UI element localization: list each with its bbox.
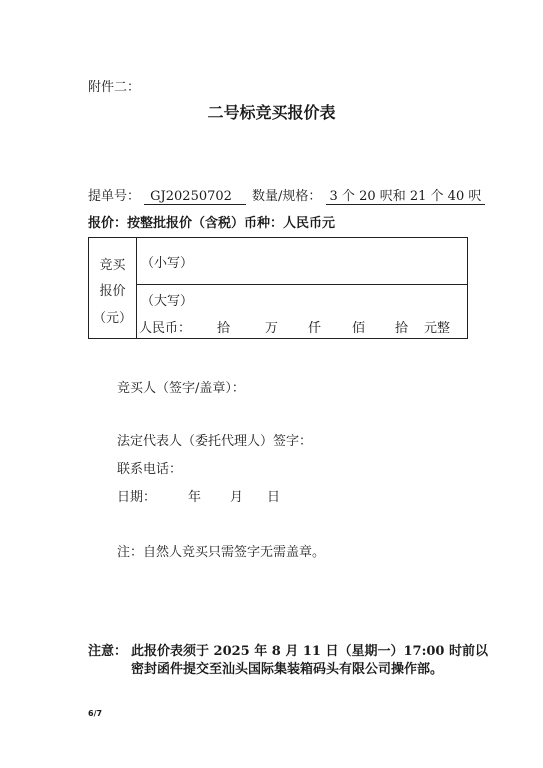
rmb-unit-bai: 佰 [352,321,366,336]
footer-note-prefix: 注意： [88,644,128,659]
footer-note-line-2: 密封函件提交至汕头国际集装箱码头有限公司操作部。 [131,662,444,677]
attachment-label: 附件二： [88,80,141,95]
date-month-label: 月 [230,490,244,505]
document-title: 二号标竞买报价表 [207,103,336,122]
date-label: 日期： [117,490,157,505]
bidder-signature-label: 竞买人（签字/盖章）： [117,381,245,396]
footer-note-line-1: 此报价表须于 2025 年 8 月 11 日（星期一）17:00 时前以 [131,644,488,659]
quantity-spec-value: 3 个 20 呎和 21 个 40 呎 [326,185,486,205]
uppercase-amount-label: （大写） [141,294,194,309]
quote-line: 报价：按整批报价（含税）币种：人民币元 [88,216,336,231]
rmb-prefix: 人民币： [139,321,192,336]
quantity-spec-row [252,185,485,205]
lowercase-amount-label: （小写） [141,256,194,271]
bid-number-value: GJ20250702 [144,189,246,205]
bid-number-label: 提单号： [88,189,141,204]
bid-table [88,237,468,339]
legal-rep-signature-label: 法定代表人（委托代理人）签字： [117,434,313,449]
table-horizontal-divider [136,284,467,285]
quantity-spec-label: 数量/规格： [252,189,322,204]
rmb-unit-shi-1: 拾 [217,321,231,336]
phone-label: 联系电话： [117,462,183,477]
rmb-unit-wan: 万 [265,321,279,336]
row-label-line-2: 报价 [99,284,126,299]
date-year-label: 年 [188,490,202,505]
date-day-label: 日 [267,490,281,505]
row-label-line-3: （元） [92,311,132,326]
bid-number-row [88,185,246,205]
row-label-line-1: 竞买 [99,258,126,273]
rmb-unit-qian: 仟 [308,321,322,336]
rmb-unit-yuan-zheng: 元整 [424,321,451,336]
table-vertical-divider [136,238,137,338]
rmb-unit-shi-2: 拾 [395,321,409,336]
natural-person-note: 注：自然人竞买只需签字无需盖章。 [117,545,326,560]
page-number: 6/7 [88,709,103,718]
